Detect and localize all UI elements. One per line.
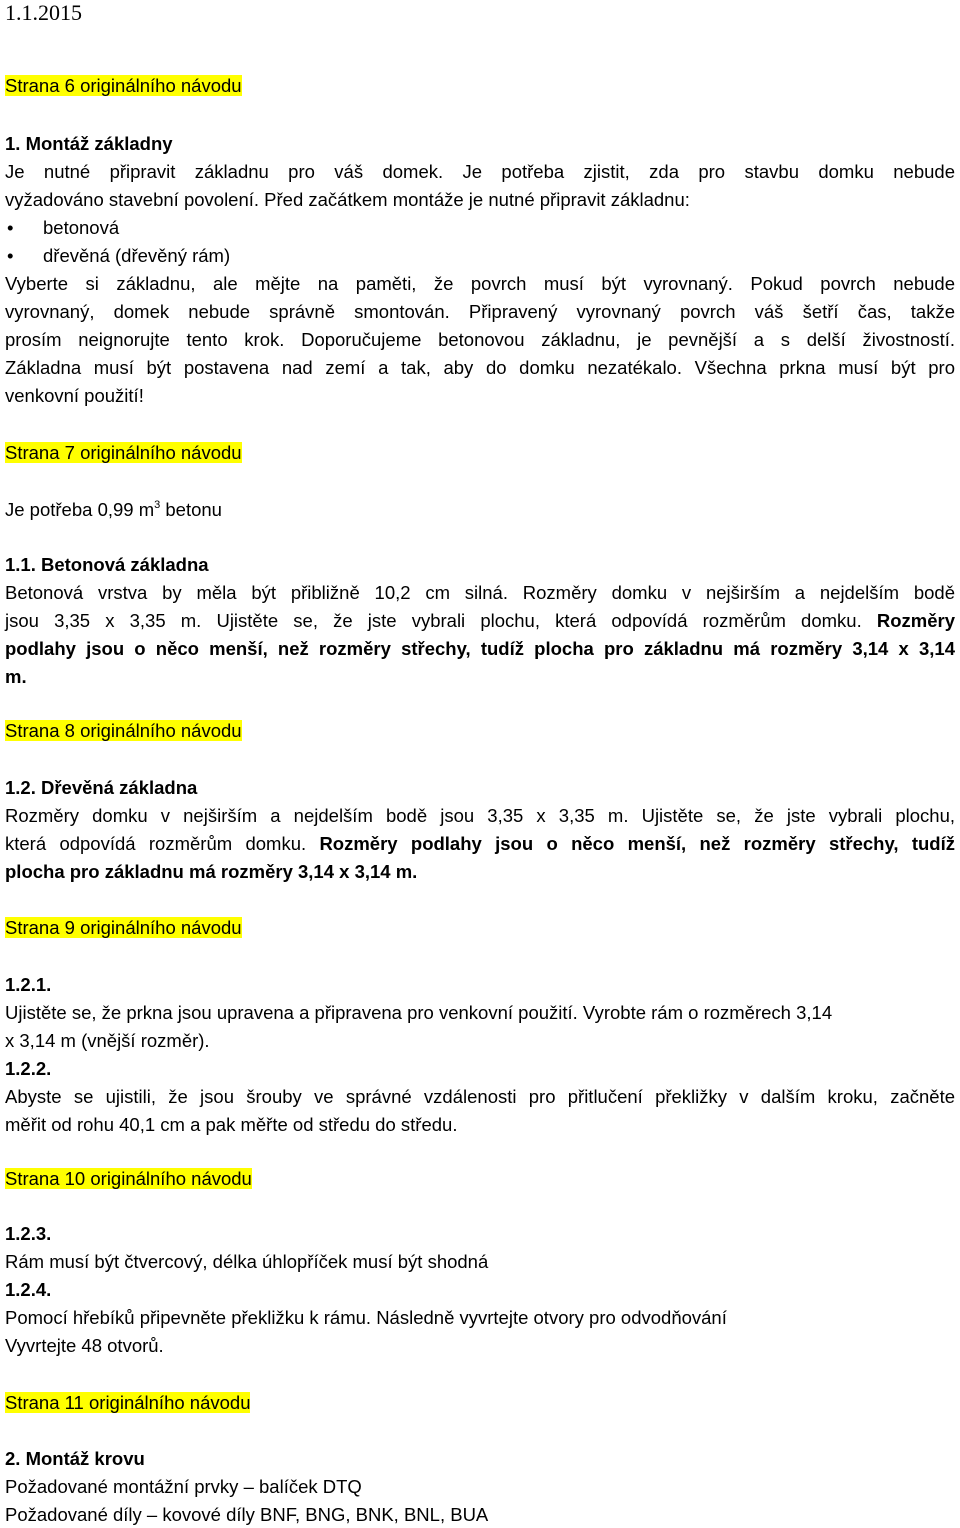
- section-heading-1-1: 1.1. Betonová základna: [5, 554, 209, 575]
- paragraph-line: Rám musí být čtvercový, délka úhlopříček musí být shodná: [5, 1251, 489, 1272]
- paragraph-line-bold: podlahy jsou o něco menší, než rozměry střechy, tudíž plocha pro základnu má rozměry 3,14 x 3,14: [5, 638, 955, 659]
- paragraph-line: vyrovnaný, domek nebude správně smontován. Připravený vyrovnaný povrch váš šetří čas, takže: [5, 301, 955, 322]
- paragraph-line: Vyvrtejte 48 otvorů.: [5, 1335, 164, 1356]
- step-number: 1.2.2.: [5, 1058, 52, 1079]
- page-label-9: Strana 9 originálního návodu: [5, 917, 242, 938]
- paragraph-line: Požadované díly – kovové díly BNF, BNG, BNK, BNL, BUA: [5, 1504, 489, 1525]
- paragraph-line-bold: m.: [5, 666, 27, 687]
- bullet-icon: •: [7, 217, 14, 238]
- paragraph-line: prosím neignorujte tento krok. Doporučujeme betonovou základnu, je pevnější a s delší živostností.: [5, 329, 955, 350]
- paragraph-line: venkovní použití!: [5, 385, 144, 406]
- paragraph-line: Rozměry domku v nejširším a nejdelším bodě jsou 3,35 x 3,35 m. Ujistěte se, že jste vybrali plochu,: [5, 805, 955, 826]
- page-label-10: Strana 10 originálního návodu: [5, 1168, 252, 1189]
- section-heading-1: 1. Montáž základny: [5, 133, 173, 154]
- paragraph-line: Požadované montážní prvky – balíček DTQ: [5, 1476, 362, 1497]
- bullet-icon: •: [7, 245, 14, 266]
- paragraph-line: x 3,14 m (vnější rozměr).: [5, 1030, 210, 1051]
- page-label-8: Strana 8 originálního návodu: [5, 720, 242, 741]
- paragraph-line: která odpovídá rozměrům domku. Rozměry podlahy jsou o něco menší, než rozměry střechy, tudíž: [5, 833, 955, 854]
- paragraph-line: Je nutné připravit základnu pro váš domek. Je potřeba zjistit, zda pro stavbu domku nebude: [5, 161, 955, 182]
- page-label-7: Strana 7 originálního návodu: [5, 442, 242, 463]
- document-date: 1.1.2015: [5, 0, 82, 25]
- paragraph-line: Základna musí být postavena nad zemí a tak, aby do domku nezatékalo. Všechna prkna musí být pro: [5, 357, 955, 378]
- section-heading-2: 2. Montáž krovu: [5, 1448, 145, 1469]
- paragraph-line-bold: plocha pro základnu má rozměry 3,14 x 3,14 m.: [5, 861, 418, 882]
- section-heading-1-2: 1.2. Dřevěná základna: [5, 777, 198, 798]
- step-number: 1.2.1.: [5, 974, 52, 995]
- paragraph-line: Betonová vrstva by měla být přibližně 10,2 cm silná. Rozměry domku v nejširším a nejdelším bodě: [5, 582, 955, 603]
- paragraph-line: jsou 3,35 x 3,35 m. Ujistěte se, že jste vybrali plochu, která odpovídá rozměrům domku. Rozměry: [5, 610, 956, 631]
- paragraph-line: Vyberte si základnu, ale mějte na paměti, že povrch musí být vyrovnaný. Pokud povrch nebude: [5, 273, 955, 294]
- page-label-11: Strana 11 originálního návodu: [5, 1392, 251, 1413]
- page-label-6: Strana 6 originálního návodu: [5, 75, 242, 96]
- paragraph-line: Ujistěte se, že prkna jsou upravena a připravena pro venkovní použití. Vyrobte rám o rozměrech 3,14: [5, 1002, 833, 1023]
- step-number: 1.2.4.: [5, 1279, 52, 1300]
- paragraph-line: Pomocí hřebíků připevněte překližku k rámu. Následně vyvrtejte otvory pro odvodňování: [5, 1307, 727, 1328]
- paragraph-line: vyžadováno stavební povolení. Před začátkem montáže je nutné připravit základnu:: [5, 189, 690, 210]
- step-number: 1.2.3.: [5, 1223, 52, 1244]
- paragraph-line: Abyste se ujistili, že jsou šrouby ve správné vzdálenosti pro přitlučení překližky v dalším kroku, začněte: [5, 1086, 955, 1107]
- paragraph-line: měřit od rohu 40,1 cm a pak měřte od středu do středu.: [5, 1114, 458, 1135]
- concrete-amount: Je potřeba 0,99 $m^3$ betonu: [5, 499, 222, 520]
